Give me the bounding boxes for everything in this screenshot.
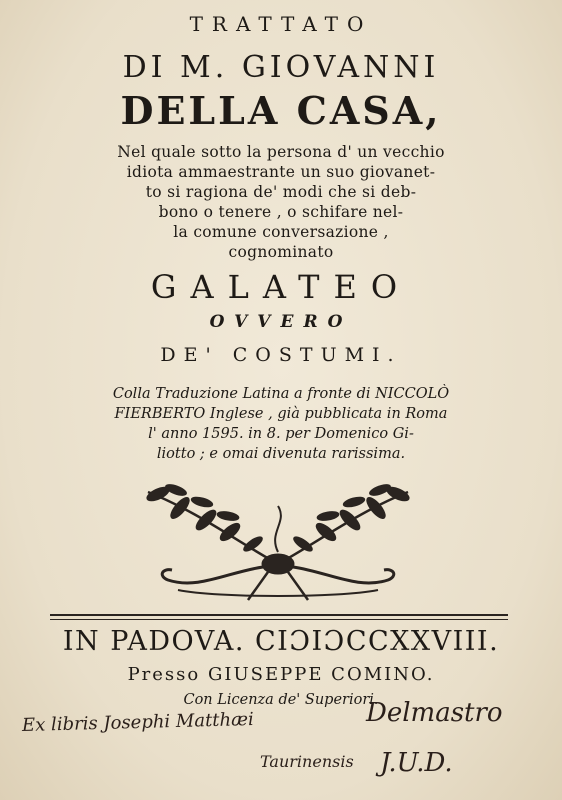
translation-note-line: Colla Traduzione Latina a fronte di NICCOLÒ xyxy=(112,386,450,402)
title-line-trattato: TRATTATO xyxy=(189,12,373,36)
title-line-surname: DELLA CASA, xyxy=(120,88,442,133)
description-line: bono o tenere , o schifare nel- xyxy=(158,203,404,221)
subtitle-galateo: GALATEO xyxy=(150,268,412,306)
divider-rule xyxy=(50,619,508,620)
translation-note-line: liotto ; e omai divenuta rarissima. xyxy=(156,446,406,462)
subtitle-costumi: DE' COSTUMI. xyxy=(160,344,402,366)
description-line: Nel quale sotto la persona d' un vecchio xyxy=(117,143,445,161)
description-line: to si ragiona de' modi che si deb- xyxy=(145,183,417,201)
handwritten-degree: J.U.D. xyxy=(380,748,453,778)
divider-rule xyxy=(50,614,508,616)
translation-note-line: l' anno 1595. in 8. per Domenico Gi- xyxy=(148,426,414,442)
description-line: la comune conversazione , xyxy=(173,223,389,241)
handwritten-city: Taurinensis xyxy=(260,752,354,771)
title-line-author: DI M. GIOVANNI xyxy=(122,50,440,85)
imprint-place: IN PADOVA. CIƆIƆCCXXVIII. xyxy=(62,626,500,657)
translation-note-line: FIERBERTO Inglese , già pubblicata in Roma xyxy=(114,406,448,422)
imprint-printer: Presso GIUSEPPE COMINO. xyxy=(127,664,435,685)
handwritten-ex-libris: Ex libris Josephi Matthæi xyxy=(21,708,255,737)
handwritten-surname: Delmastro xyxy=(366,698,503,728)
imprint-license: Con Licenza de' Superiori. xyxy=(183,692,379,708)
leaf-and-scroll-ornament-icon xyxy=(118,472,438,604)
description-line: idiota ammaestrante un suo giovanet- xyxy=(126,163,436,181)
description-line: cognominato xyxy=(228,243,334,261)
subtitle-ouvero: OVVERO xyxy=(209,312,353,332)
